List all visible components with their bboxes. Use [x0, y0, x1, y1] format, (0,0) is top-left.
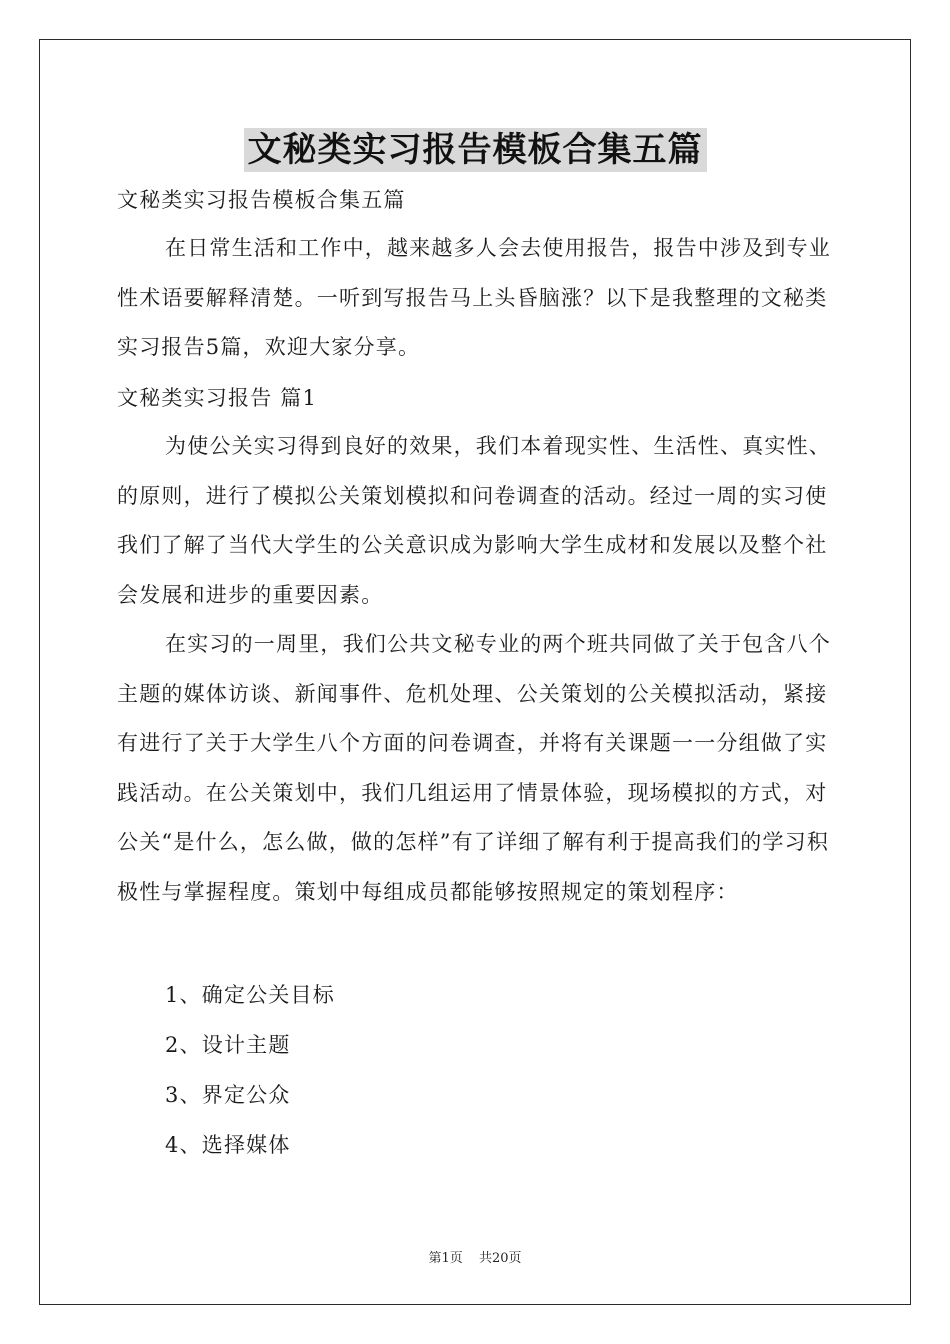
body-paragraph-2: 在实习的一周里，我们公共文秘专业的两个班共同做了关于包含八个主题的媒体访谈、新闻事件、危机处理、公关策划的公关模拟活动，紧接有进行了关于大学生八个方面的问卷调查，并将有关课题一一分组做了实践活动。在公关策划中，我们几组运用了情景体验，现场模拟的方式，对公关“是什么，怎么做，做的怎样”有了详细了解有利于提高我们的学习积极性与掌握程度。策划中每组成员都能够按照规定的策划程序：	[117, 632, 831, 904]
list-item: 4、选择媒体	[165, 1133, 291, 1157]
document-subtitle: 文秘类实习报告模板合集五篇	[117, 188, 406, 212]
page-footer	[0, 1247, 950, 1266]
list-item: 1、确定公关目标	[165, 983, 335, 1007]
intro-paragraph: 在日常生活和工作中，越来越多人会去使用报告，报告中涉及到专业性术语要解释清楚。一听到写报告马上头昏脑涨？以下是我整理的文秘类实习报告5篇，欢迎大家分享。	[117, 236, 831, 359]
list-item: 3、界定公众	[165, 1083, 291, 1107]
document-title: 文秘类实习报告模板合集五篇	[244, 128, 707, 172]
page-total: 共20页	[478, 1251, 522, 1266]
body-paragraph-1: 为使公关实习得到良好的效果，我们本着现实性、生活性、真实性、的原则，进行了模拟公关策划模拟和问卷调查的活动。经过一周的实习使我们了解了当代大学生的公关意识成为影响大学生成材和发展以及整个社会发展和进步的重要因素。	[117, 434, 831, 607]
page-number: 第1页	[428, 1251, 463, 1266]
title-wrap	[0, 128, 950, 172]
list-item: 2、设计主题	[165, 1033, 291, 1057]
procedure-list	[165, 970, 335, 1170]
section-heading: 文秘类实习报告 篇1	[117, 386, 318, 410]
